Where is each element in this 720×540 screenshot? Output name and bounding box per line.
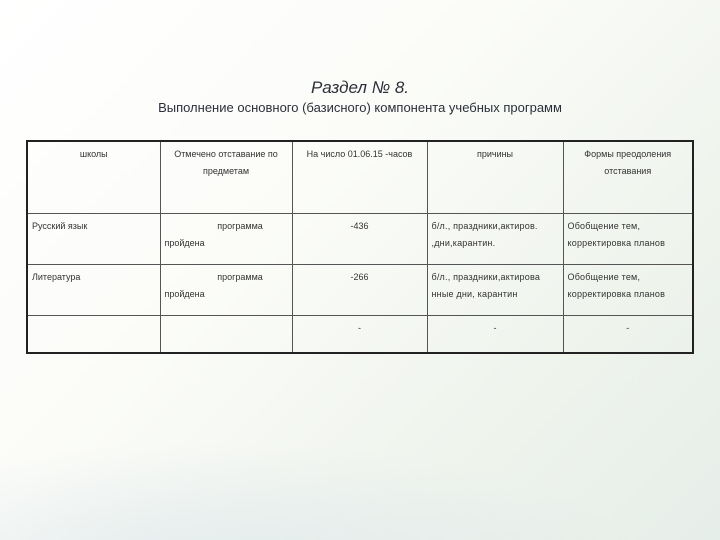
cell-hours: - — [292, 315, 427, 353]
cell-form: Обобщение тем, корректировка планов — [563, 264, 693, 315]
header-lag: Отмечено отставание по предметам — [160, 141, 292, 213]
cell-status — [160, 315, 292, 353]
cell-status-line1: программа — [217, 271, 263, 282]
header-school: школы — [27, 141, 160, 213]
cell-status — [160, 264, 292, 315]
cell-reason: б/л., праздники,актирова нные дни, карантин — [427, 264, 563, 315]
report-table — [26, 140, 694, 354]
cell-status-line2: пройдена — [164, 237, 205, 248]
cell-form: Обобщение тем, корректировка планов — [563, 213, 693, 264]
cell-subject: Русский язык — [27, 213, 160, 264]
cell-hours: -266 — [292, 264, 427, 315]
cell-reason: б/л., праздники,актиров. ,дни,карантин. — [427, 213, 563, 264]
table-header-row — [27, 141, 693, 213]
cell-status — [160, 213, 292, 264]
cell-subject: Литература — [27, 264, 160, 315]
cell-form: - — [563, 315, 693, 353]
header-forms: Формы преодоления отставания — [563, 141, 693, 213]
cell-reason: - — [427, 315, 563, 353]
header-reasons: причины — [427, 141, 563, 213]
table-row — [27, 264, 693, 315]
cell-status-line1: программа — [217, 220, 263, 231]
cell-subject — [27, 315, 160, 353]
cell-hours: -436 — [292, 213, 427, 264]
page-title: Раздел № 8. — [310, 78, 410, 97]
background-wave — [0, 420, 720, 540]
page-subtitle: Выполнение основного (базисного) компонента учебных программ — [158, 100, 562, 115]
table-row — [27, 213, 693, 264]
cell-status-line2: пройдена — [164, 288, 205, 299]
header-hours: На число 01.06.15 -часов — [292, 141, 427, 213]
table-row — [27, 315, 693, 353]
